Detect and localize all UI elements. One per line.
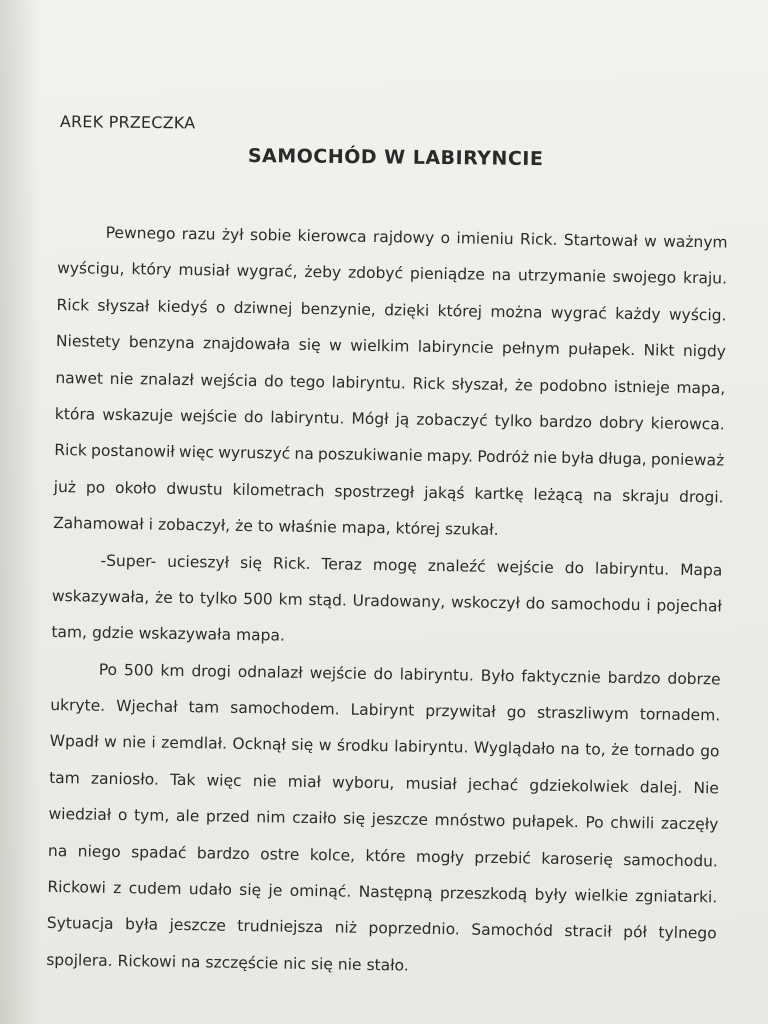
text-line: na niego spadać bardzo ostre kolce, które mogły przebić karoserię samochodu. bbox=[47, 841, 719, 871]
text-line: spojlera. Rickowi na szczęście nic się nie stało. bbox=[46, 950, 409, 975]
text-line: już po około dwustu kilometrach spostrzegł jakąś kartkę leżącą na skraju drogi. bbox=[53, 477, 724, 507]
story-body bbox=[46, 214, 728, 989]
text-line: Rickowi z cudem udało się je ominąć. Następną przeszkodą były wielkie zgniatarki. bbox=[47, 877, 718, 907]
text-line: wyścigu, który musiał wygrać, żeby zdobyć pieniądze na utrzymanie swojego kraju. bbox=[57, 259, 728, 288]
text-line: Po 500 km drogi odnalazł wejście do labiryntu. Było faktycznie bardzo dobrze bbox=[98, 660, 721, 689]
text-line: Sytuacja była jeszcze trudniejsza niż poprzednio. Samochód stracił pół tylnego bbox=[46, 914, 717, 943]
text-line: -Super- ucieszył się Rick. Teraz mogę znaleźć wejście do labiryntu. Mapa bbox=[100, 551, 723, 579]
text-line: wskazywała, że to tylko 500 km stąd. Uradowany, wskoczył do samochodu i pojechał bbox=[51, 586, 722, 616]
text-line: która wskazuje wejście do labiryntu. Mógł ją zobaczyć tylko bardzo dobry kierowca. bbox=[54, 404, 725, 434]
text-line: Wpadł w nie i zemdlał. Ocknął się w środku labiryntu. Wyglądało na to, że tornado go bbox=[49, 732, 720, 761]
text-line: Rick słyszał kiedyś o dziwnej benzynie, dzięki której można wygrać każdy wyścig. bbox=[56, 295, 727, 325]
text-line: nawet nie znalazł wejścia do tego labiryntu. Rick słyszał, że podobno istnieje mapa, bbox=[55, 368, 726, 398]
author-name: AREK PRZECZKA bbox=[59, 112, 196, 133]
text-line: ukryte. Wjechał tam samochodem. Labirynt przywitał go straszliwym tornadem. bbox=[50, 696, 721, 725]
text-line: Pewnego razu żył sobie kierowca rajdowy o imieniu Rick. Startował w ważnym bbox=[105, 223, 728, 252]
text-line: tam, gdzie wskazywała mapa. bbox=[51, 623, 286, 645]
text-line: tam zaniosło. Tak więc nie miał wyboru, musiał jechać gdziekolwiek dalej. Nie bbox=[49, 768, 720, 798]
text-line: Zahamował i zobaczył, że to właśnie mapa, której szukał. bbox=[53, 514, 499, 540]
story-title: SAMOCHÓD W LABIRYNCIE bbox=[247, 145, 544, 171]
text-line: Rick postanowił więc wyruszyć na poszukiwanie mapy. Podróż nie była długa, ponieważ bbox=[54, 441, 725, 470]
text-line: wiedział o tym, ale przed nim czaiło się jeszcze mnóstwo pułapek. Po chwili zaczęły bbox=[48, 805, 719, 834]
text-line: Niestety benzyna znajdowała się w wielkim labiryncie pełnym pułapek. Nikt nigdy bbox=[55, 332, 727, 361]
page-shadow bbox=[0, 0, 40, 1024]
